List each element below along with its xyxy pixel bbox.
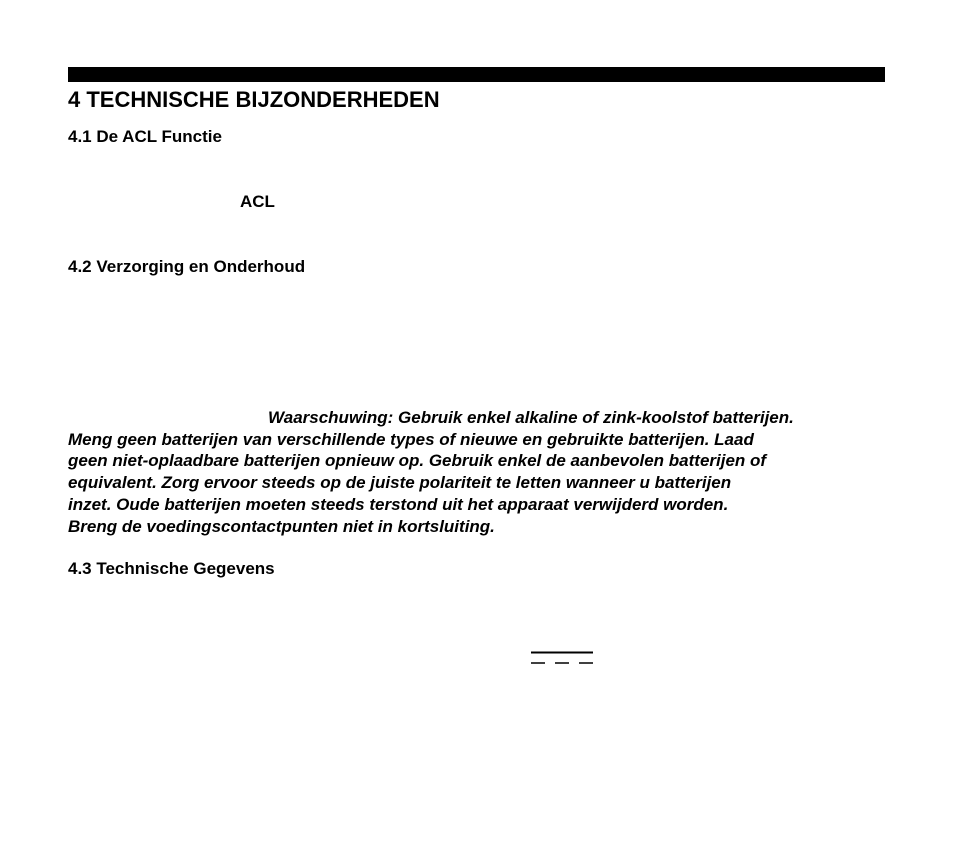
warning-line: geen niet-oplaadbare batterijen opnieuw op. Gebruik enkel de aanbevolen batterijen of — [68, 451, 767, 471]
acl-label: ACL — [240, 192, 275, 211]
warning-line: Breng de voedingscontactpunten niet in kortsluiting. — [68, 516, 495, 536]
warning-line: Meng geen batterijen van verschillende types of nieuwe en gebruikte batterijen. Laad — [68, 429, 754, 449]
warning-line: inzet. Oude batterijen moeten steeds terstond uit het apparaat verwijderd worden. — [68, 494, 729, 514]
section-heading-acl: 4.1 De ACL Functie — [68, 127, 222, 146]
header-rule — [68, 67, 885, 82]
chapter-title: 4 TECHNISCHE BIJZONDERHEDEN — [68, 87, 440, 112]
warning-line: Waarschuwing: Gebruik enkel alkaline of zink-koolstof batterijen. — [268, 408, 794, 427]
section-heading-care: 4.2 Verzorging en Onderhoud — [68, 257, 306, 276]
battery-warning — [68, 407, 888, 537]
section-heading-specs: 4.3 Technische Gegevens — [68, 559, 275, 578]
warning-line: equivalent. Zorg ervoor steeds op de juiste polariteit te letten wanneer u batterijen — [68, 473, 732, 493]
dc-current-symbol-icon — [531, 651, 593, 665]
